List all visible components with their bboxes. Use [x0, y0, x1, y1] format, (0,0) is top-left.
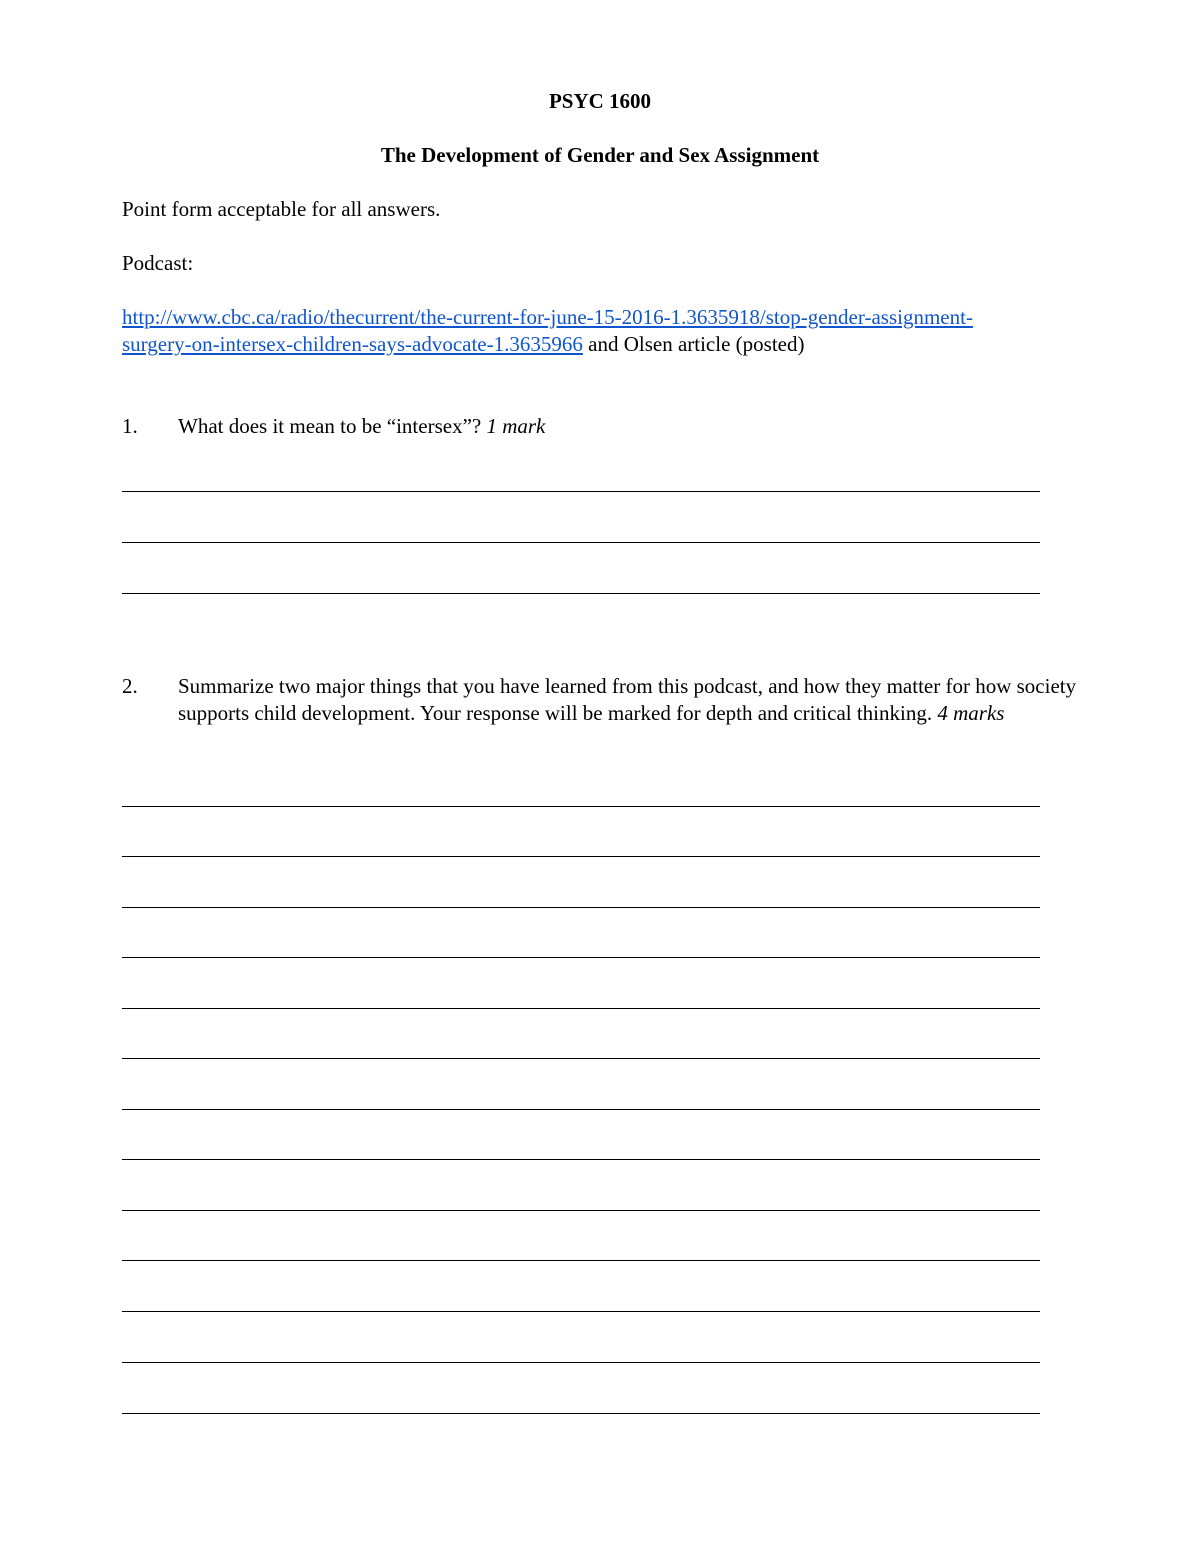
answer-line-q1-1[interactable] [122, 491, 1040, 492]
question-1-prompt: What does it mean to be “intersex”? [178, 414, 487, 438]
question-1-number: 1. [122, 414, 138, 438]
assignment-title: The Development of Gender and Sex Assignment [380, 143, 820, 167]
course-code: PSYC 1600 [548, 89, 652, 113]
answer-line-q2-2[interactable] [122, 856, 1040, 857]
answer-line-q2-12[interactable] [122, 1362, 1040, 1363]
answer-line-q1-2[interactable] [122, 542, 1040, 543]
question-2-prompt: Summarize two major things that you have learned from this podcast, and how they matter for how society supports child development. Your response will be marked for depth and critical thinking. [178, 674, 1077, 725]
answer-line-q2-11[interactable] [122, 1311, 1040, 1312]
question-1-text [178, 413, 1078, 440]
question-2-marks: 4 marks [937, 701, 1005, 725]
answer-line-q2-4[interactable] [122, 957, 1040, 958]
question-1-marks: 1 mark [486, 414, 546, 438]
answer-line-q2-13[interactable] [122, 1413, 1040, 1414]
podcast-link-continued[interactable]: surgery-on-intersex-children-says-advocate-1.3635966 [122, 332, 583, 356]
answer-line-q2-9[interactable] [122, 1210, 1040, 1211]
answer-line-q2-8[interactable] [122, 1159, 1040, 1160]
instructions: Point form acceptable for all answers. [122, 197, 441, 221]
podcast-suffix: and Olsen article (posted) [582, 332, 805, 356]
question-2-text [178, 673, 1078, 727]
answer-line-q2-5[interactable] [122, 1008, 1040, 1009]
podcast-label: Podcast: [122, 251, 194, 275]
answer-line-q2-6[interactable] [122, 1058, 1040, 1059]
answer-line-q2-10[interactable] [122, 1260, 1040, 1261]
podcast-link[interactable]: http://www.cbc.ca/radio/thecurrent/the-current-for-june-15-2016-1.3635918/stop-gender-assignment- [122, 305, 973, 329]
answer-line-q2-7[interactable] [122, 1109, 1040, 1110]
question-2-number: 2. [122, 674, 138, 698]
podcast-link-line-1 [122, 304, 973, 331]
answer-line-q2-1[interactable] [122, 806, 1040, 807]
podcast-link-line-2 [122, 331, 804, 358]
answer-line-q1-3[interactable] [122, 593, 1040, 594]
answer-line-q2-3[interactable] [122, 907, 1040, 908]
